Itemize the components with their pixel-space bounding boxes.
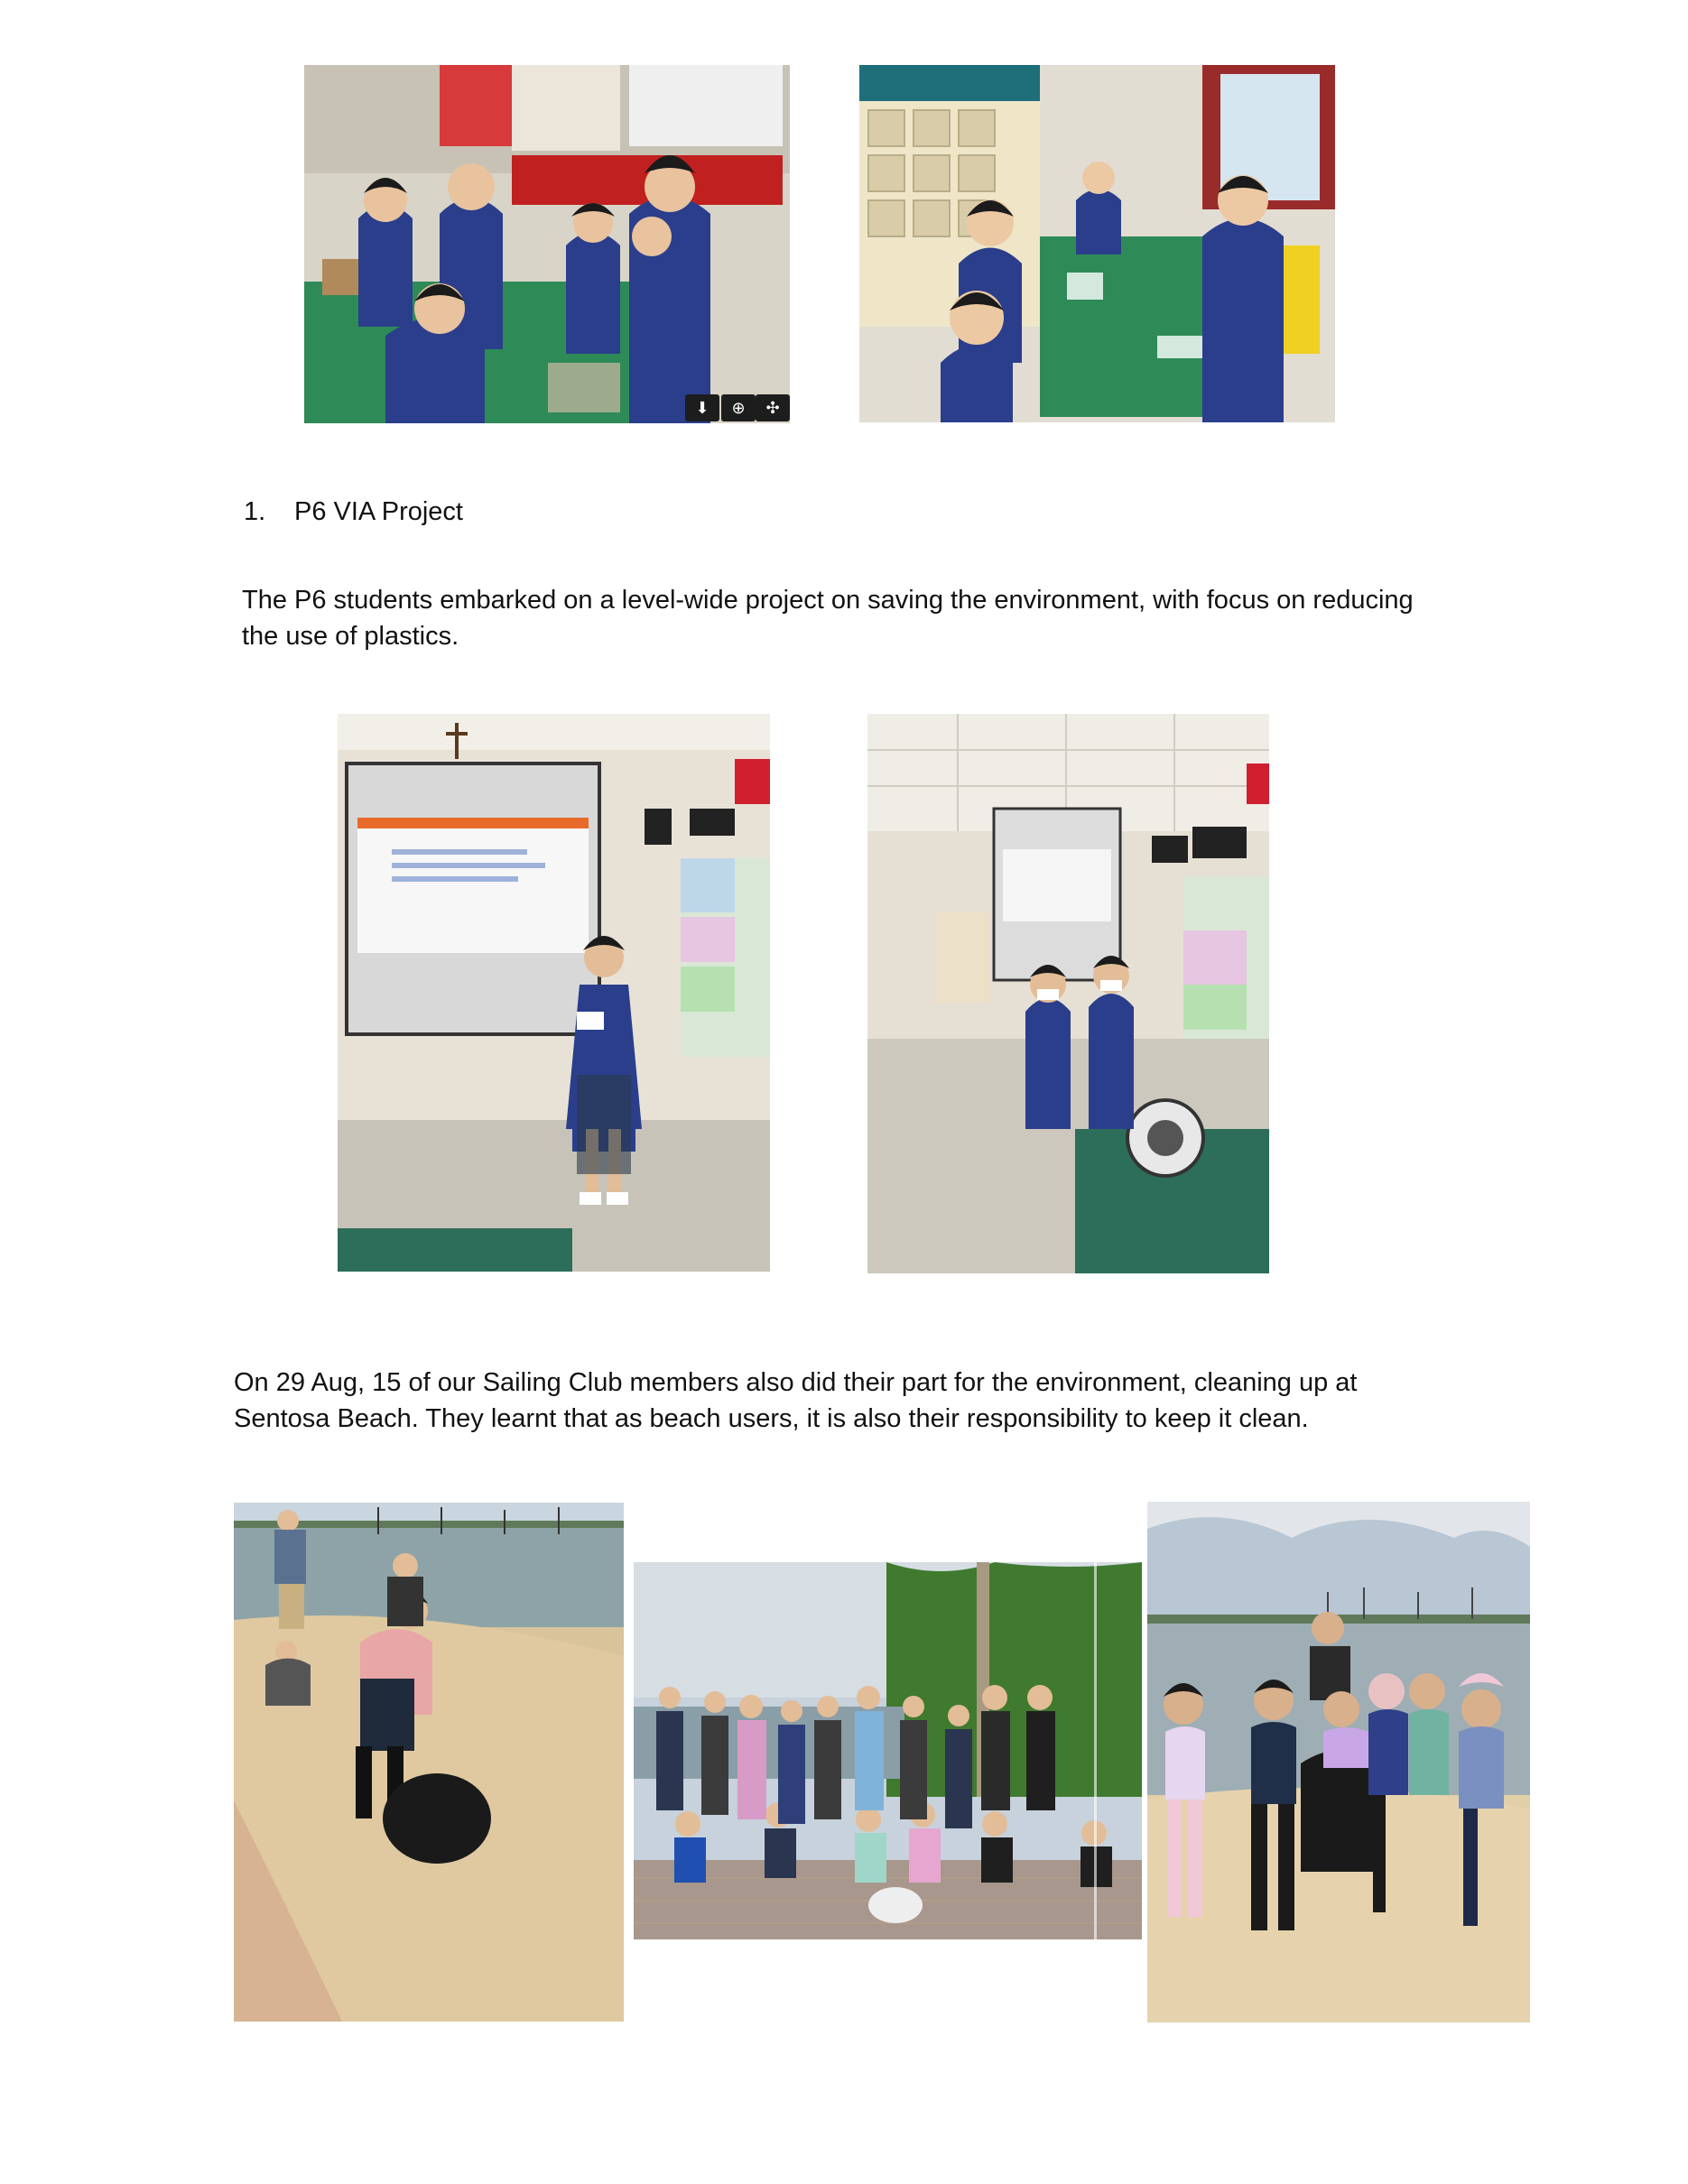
download-icon[interactable]: ⬇	[685, 394, 719, 421]
sailing-paragraph: On 29 Aug, 15 of our Sailing Club members also did their part for the environment, cleaning up at Sentosa Beach. They learnt that as beach users, it is also their responsibility to keep it clean.	[234, 1368, 1358, 1433]
photo-presentation-2	[867, 714, 1269, 1273]
photo-beach-group	[1147, 1502, 1530, 2022]
photo-sailing-group-image	[634, 1562, 1142, 1939]
section-title: P6 VIA Project	[294, 497, 463, 526]
add-to-drive-icon[interactable]: ⊕	[721, 394, 756, 421]
section-number: 1.	[244, 497, 266, 526]
photo-presentation-1	[338, 714, 770, 1272]
photo-beach-cleanup	[234, 1503, 624, 2022]
photo-classroom-group-2	[859, 65, 1335, 422]
intro-paragraph: The P6 students embarked on a level-wide project on saving the environment, with focus on reducing the use of plastics.	[242, 586, 1414, 651]
photo-presentation-2-image	[867, 714, 1269, 1273]
photo-sailing-group	[634, 1562, 1142, 1939]
photo-classroom-group-1	[304, 65, 790, 423]
photo-beach-cleanup-image	[234, 1503, 624, 2022]
section-heading	[244, 494, 463, 530]
photo-presentation-1-image	[338, 714, 770, 1272]
photo-classroom-group-2-image	[859, 65, 1335, 422]
photo-classroom-group-1-image	[304, 65, 790, 423]
photo-beach-group-image	[1147, 1502, 1530, 2022]
more-icon[interactable]: ✣	[756, 394, 790, 421]
